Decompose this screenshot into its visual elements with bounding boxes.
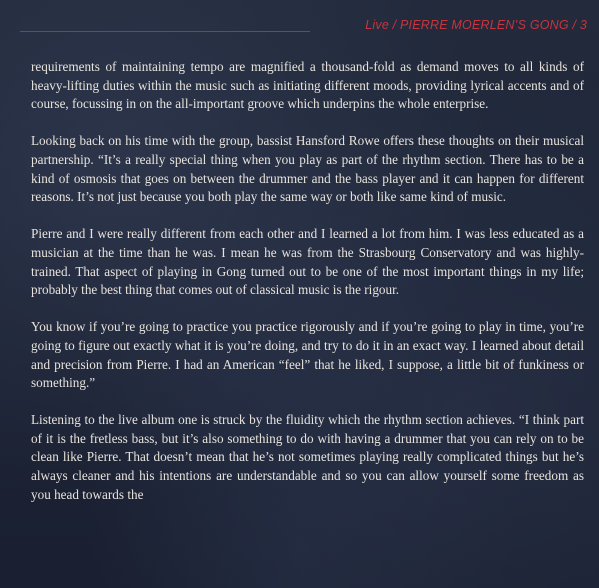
running-header: Live / PIERRE MOERLEN’S GONG / 3 bbox=[365, 18, 587, 32]
article-body bbox=[31, 58, 584, 504]
paragraph: Looking back on his time with the group, bassist Hansford Rowe offers these thoughts on their musical partnership. “It’s a really special thing when you play as part of the rhythm section. There has to be a kind of osmosis that goes on between the drummer and the bass player and it can happen for different reasons. It’s not just because you both play the same way or both like same kind of music. bbox=[31, 133, 584, 205]
header-rule bbox=[20, 31, 310, 32]
paragraph: requirements of maintaining tempo are magnified a thousand-fold as demand moves to all kinds of heavy-lifting duties within the music such as initiating different moods, providing lyrical accents and of course, focussing in on the all-important groove which underpins the whole enterprise. bbox=[31, 59, 584, 112]
paragraph: Pierre and I were really different from each other and I learned a lot from him. I was less educated as a musician at the time than he was. I mean he was from the Strasbourg Conservatory and was highly-trained. That aspect of playing in Gong turned out to be one of the most important things in my life; probably the best thing that comes out of classical music is the rigour. bbox=[31, 226, 584, 298]
paragraph: You know if you’re going to practice you practice rigorously and if you’re going to play in time, you’re going to figure out exactly what it is you’re doing, and try to do it in an exact way. I learned about detail and precision from Pierre. I had an American “feel” that he liked, I suppose, a little bit of funkiness or something.” bbox=[31, 319, 584, 391]
paragraph: Listening to the live album one is struck by the fluidity which the rhythm section achieves. “I think part of it is the fretless bass, but it’s also something to do with having a drummer that you can rely on to be clean like Pierre. That doesn’t mean that he’s not sometimes playing really complicated things but he’s always cleaner and his intentions are understandable and so you can allow yourself some freedom as you head towards the bbox=[31, 412, 584, 502]
